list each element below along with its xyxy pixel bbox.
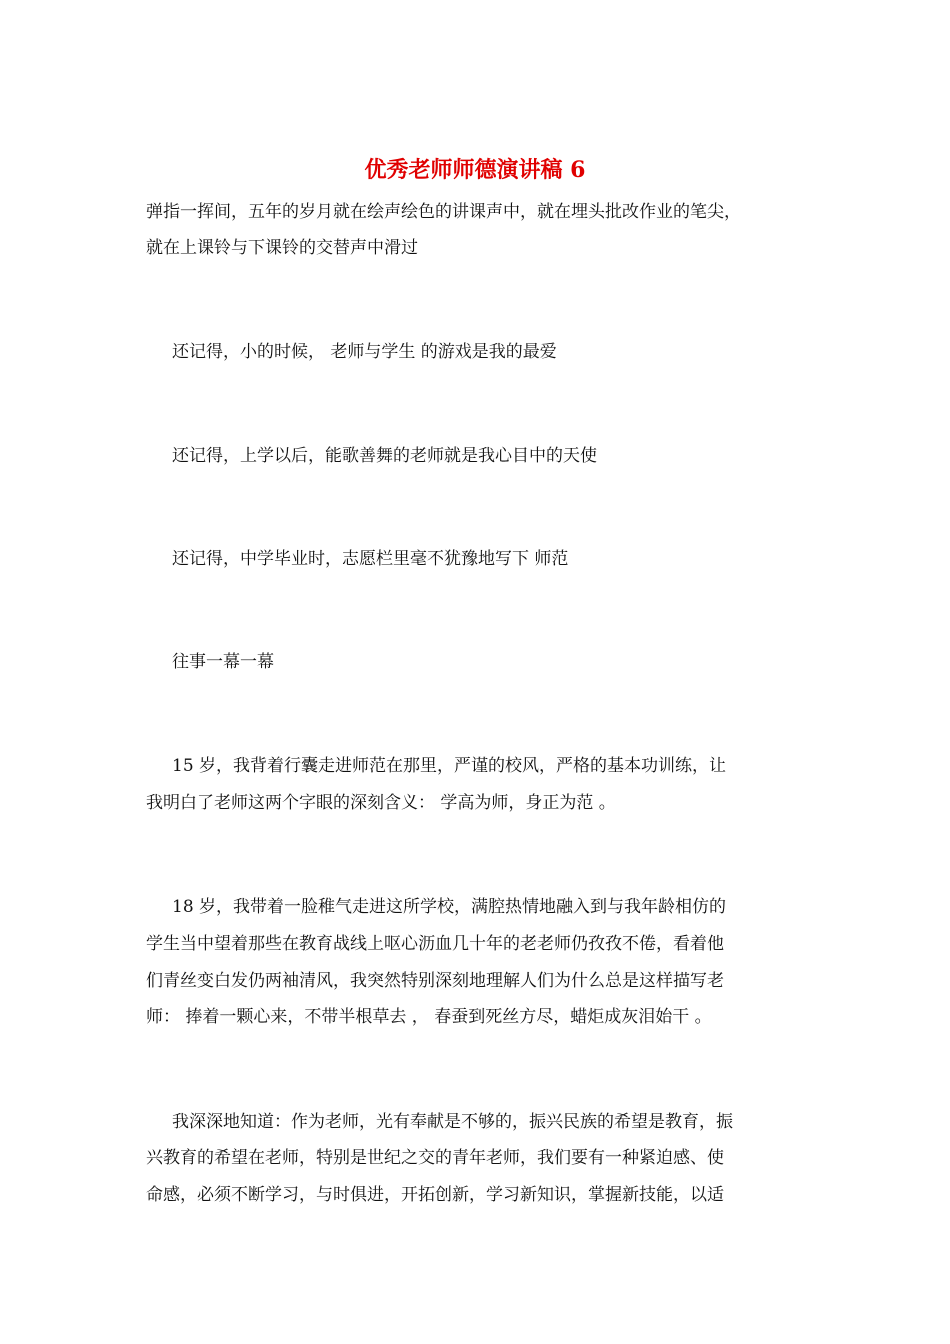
document-title: 优秀老师师德演讲稿 6 — [364, 157, 586, 183]
paragraph-line: 师： 捧着一颗心来，不带半根草去 ， 春蚕到死丝方尽，蜡炬成灰泪始干 。 — [146, 1007, 712, 1027]
paragraph-line: 就在上课铃与下课铃的交替声中滑过 — [146, 238, 418, 258]
paragraph-line: 还记得，中学毕业时，志愿栏里毫不犹豫地写下 师范 — [172, 549, 569, 569]
paragraph-line: 往事一幕一幕 — [172, 652, 274, 672]
paragraph-line: 命感，必须不断学习，与时俱进，开拓创新，学习新知识，掌握新技能，以适 — [146, 1185, 724, 1205]
paragraph-line: 学生当中望着那些在教育战线上呕心沥血几十年的老老师仍孜孜不倦，看着他 — [146, 934, 724, 954]
paragraph-line: 兴教育的希望在老师，特别是世纪之交的青年老师，我们要有一种紧迫感、使 — [146, 1148, 724, 1168]
paragraph-line: 弹指一挥间，五年的岁月就在绘声绘色的讲课声中，就在埋头批改作业的笔尖， — [146, 202, 741, 222]
paragraph-line: 15 岁，我背着行囊走进师范在那里，严谨的校风，严格的基本功训练，让 — [172, 756, 727, 776]
paragraph-line: 18 岁，我带着一脸稚气走进这所学校，满腔热情地融入到与我年龄相仿的 — [172, 897, 727, 917]
paragraph-line: 我明白了老师这两个字眼的深刻含义： 学高为师，身正为范 。 — [146, 793, 616, 813]
paragraph-line: 们青丝变白发仍两袖清风，我突然特别深刻地理解人们为什么总是这样描写老 — [146, 971, 724, 991]
paragraph-line: 我深深地知道：作为老师，光有奉献是不够的，振兴民族的希望是教育，振 — [172, 1112, 733, 1132]
paragraph-line: 还记得，上学以后，能歌善舞的老师就是我心目中的天使 — [172, 446, 597, 466]
paragraph-line: 还记得，小的时候， 老师与学生 的游戏是我的最爱 — [172, 342, 557, 362]
